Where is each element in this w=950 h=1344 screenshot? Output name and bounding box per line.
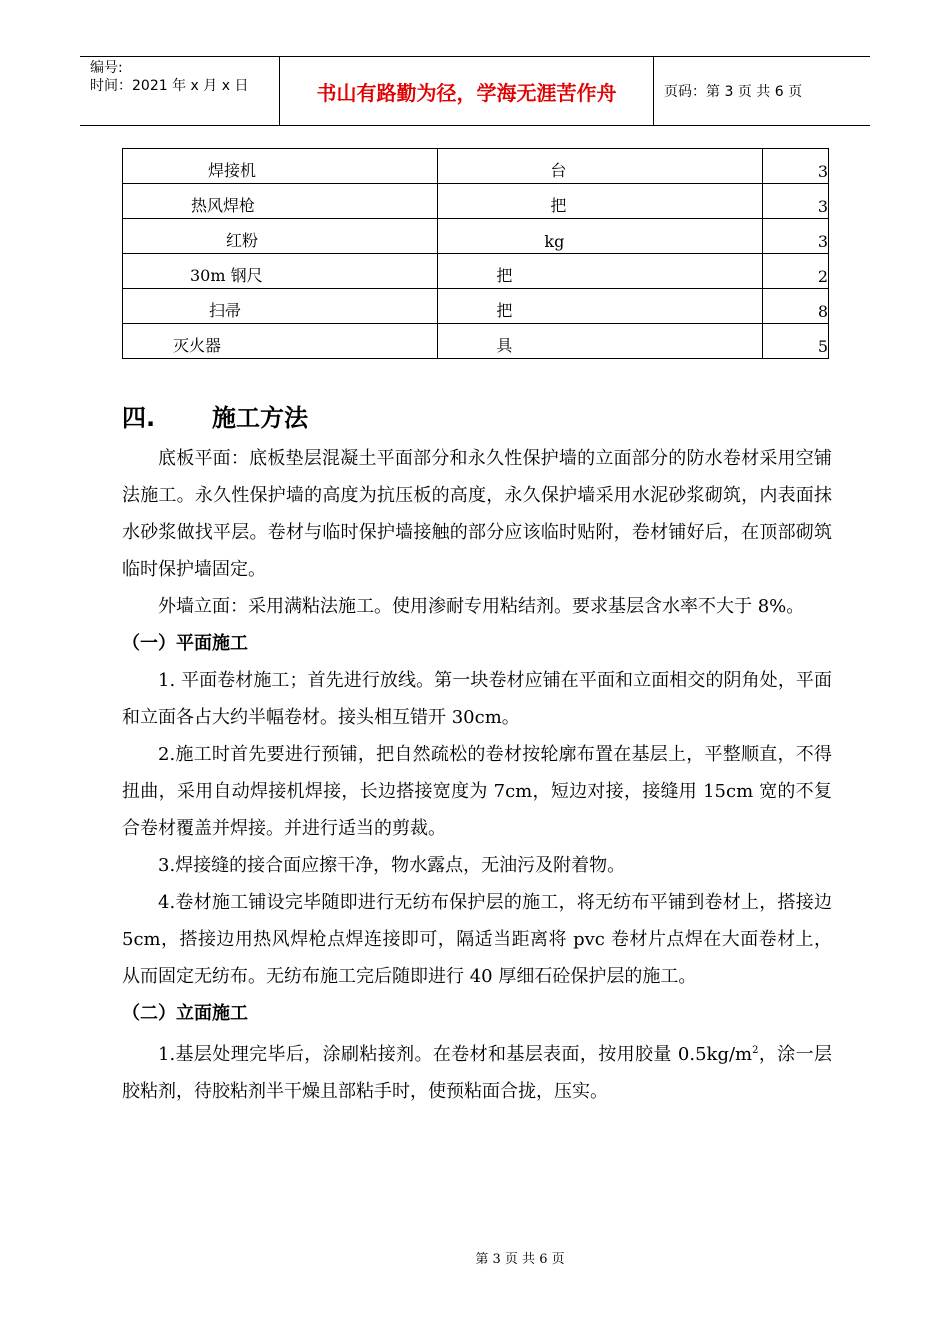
time-label: 时间：2021 年 x 月 x 日 [90, 78, 249, 94]
item-name: 灭火器 [173, 336, 222, 355]
superscript: 2 [752, 1045, 759, 1056]
motto: 书山有路勤为径，学海无涯苦作舟 [280, 57, 654, 125]
header-left-cell [80, 57, 280, 125]
item-unit: 把 [496, 266, 513, 285]
table-row [123, 324, 829, 359]
section-title: 施工方法 [212, 404, 308, 432]
item-unit: 把 [550, 196, 567, 215]
section-number: 四. [122, 404, 156, 432]
table-row [123, 254, 829, 289]
subsection-heading: （二）立面施工 [122, 1003, 248, 1024]
item-name: 焊接机 [208, 161, 257, 180]
paragraph-text: 1.基层处理完毕后，涂刷粘接剂。在卷材和基层表面，按用胶量 0.5kg/m [158, 1044, 753, 1065]
table-row [123, 219, 829, 254]
page-header [80, 56, 870, 126]
paragraph: 外墙立面：采用满粘法施工。使用渗耐专用粘结剂。要求基层含水率不大于 8%。 [158, 596, 805, 617]
paragraph: 2.施工时首先要进行预铺，把自然疏松的卷材按轮廓布置在基层上，平整顺直，不得扭曲，采用自动焊接机焊接，长边搭接宽度为 7cm，短边对接，接缝用 15cm 宽的不复合卷材覆盖并焊接。并进行适当的剪裁。 [122, 744, 832, 839]
item-unit: 台 [550, 161, 567, 180]
item-unit: 把 [496, 301, 513, 320]
subsection-heading: （一）平面施工 [122, 633, 248, 654]
item-qty: 3 [817, 162, 828, 181]
item-qty: 3 [817, 232, 828, 251]
body-content [122, 396, 832, 1110]
equipment-table [122, 148, 829, 359]
item-qty: 8 [817, 302, 828, 321]
table-row [123, 184, 829, 219]
table-row [123, 149, 829, 184]
paragraph: 4.卷材施工铺设完毕随即进行无纺布保护层的施工，将无纺布平铺到卷材上，搭接边 5cm，搭接边用热风焊枪点焊连接即可，隔适当距离将 pvc 卷材片点焊在大面卷材上，从而固定无纺布。无纺布施工完后随即进行 40 厚细石砼保护层的施工。 [122, 892, 832, 987]
item-qty: 5 [817, 337, 828, 356]
page-footer: 第 3 页 共 6 页 [475, 1252, 565, 1267]
item-name: 红粉 [226, 231, 259, 250]
item-name: 热风焊枪 [191, 196, 256, 215]
section-heading [122, 396, 832, 440]
paragraph [122, 1032, 832, 1110]
item-unit: 具 [496, 336, 513, 355]
table-row [123, 289, 829, 324]
paragraph: 1. 平面卷材施工；首先进行放线。第一块卷材应铺在平面和立面相交的阴角处，平面和立面各占大约半幅卷材。接头相互错开 30cm。 [122, 670, 832, 728]
item-qty: 2 [817, 267, 828, 286]
item-qty: 3 [817, 197, 828, 216]
item-unit: kg [544, 232, 565, 251]
paragraph: 底板平面：底板垫层混凝土平面部分和永久性保护墙的立面部分的防水卷材采用空铺法施工。永久性保护墙的高度为抗压板的高度，永久保护墙采用水泥砂浆砌筑，内表面抹水砂浆做找平层。卷材与临时保护墙接触的部分应该临时贴附，卷材铺好后，在顶部砌筑临时保护墙固定。 [122, 448, 832, 580]
page-indicator: 页码：第 3 页 共 6 页 [664, 84, 803, 100]
number-label: 编号: [90, 60, 123, 76]
item-name: 30m 钢尺 [190, 266, 263, 285]
paragraph-text: ，涂一层胶粘剂，待胶粘剂半干燥且部粘手时，使预粘面合拢，压实。 [122, 1044, 832, 1102]
item-name: 扫帚 [209, 301, 242, 320]
paragraph: 3.焊接缝的接合面应擦干净，物水露点，无油污及附着物。 [158, 855, 626, 876]
